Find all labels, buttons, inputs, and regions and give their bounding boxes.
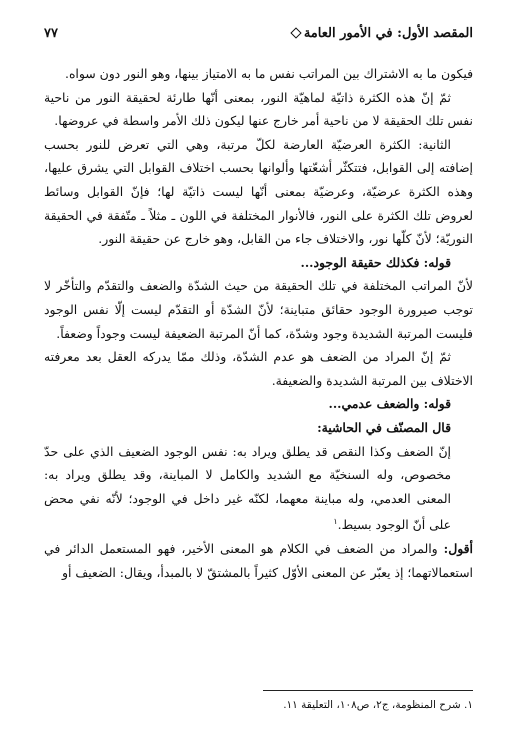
page-number: ٧٧	[44, 25, 58, 41]
author-quote	[44, 440, 473, 538]
qawluh-heading-1: قوله: فكذلك حقيقة الوجود...	[300, 254, 451, 270]
running-header	[44, 22, 473, 44]
author-note-heading: قال المصنّف في الحاشية:	[317, 419, 451, 435]
footnote: ١. شرح المنظومة، ج٢، ص١٠٨، التعليقة ١١.	[283, 699, 473, 711]
author-quote-text: إنّ الضعف وكذا النقص قد يطلق ويراد به: نفس الوجود الضعيف الذي على حدّ مخصوص، وله السنخيّة مع الشديد والكامل لا المباينة، وقد يطلق ويراد به: المعنى العدمي، وله مباينة معهما، لكنّه غير داخل في الوجود؛ لأنّه نفي محض على أنّ الوجود بسيط.$^١$	[44, 443, 451, 533]
body-text	[44, 62, 473, 584]
paragraph-2: ثمّ إنّ هذه الكثرة ذاتيّة لماهيّة النور، بمعنى أنّها طارئة لحقيقة النور من ناحية نفس تلك الحقيقة لا من ناحية أمر خارج عنها ليكون ذلك الأمر واسطة في عروضها.	[44, 89, 473, 129]
paragraph-1: فيكون ما به الاشتراك بين المراتب نفس ما به الامتياز بينها، وهو النور دون سواه.	[65, 66, 473, 81]
qawluh-heading-2: قوله: والضعف عدمي...	[328, 396, 451, 412]
diamond-separator-icon	[290, 27, 301, 38]
footnote-rule	[263, 690, 473, 691]
paragraph-3: الثانية: الكثرة العرضيّة العارضة لكلّ مرتبة، وهي التي تعرض للنور بحسب إضافته إلى القوابل، فتتكثّر أشعّتها وألوانها بحسب اختلاف القوابل التي يشرق عليها، وهذه الكثرة عرضيّة، وعرضيّة بمعنى أنّها ليست ذاتيّة لها؛ فإنّ القوابل وسائط لعروض تلك الكثرة على النور، فالأنوار المختلفة في اللون ـ مثلاً ـ متّفقة في الحقيقة النوريّة؛ لأنّ كلّها نور، والاختلاف جاء من القابل، وهو خارج عن حقيقة النور.	[44, 136, 473, 247]
qawluh-1-text-2: ثمّ إنّ المراد من الضعف هو عدم الشدّة، وذلك ممّا يدركه العقل بعد معرفته الاختلاف بين المرتبة الشديدة والضعيفة.	[44, 349, 473, 388]
header-title: المقصد الأول: في الأمور العامة	[288, 26, 473, 41]
final-paragraph	[44, 537, 473, 584]
qawluh-1-text: لأنّ المراتب المختلفة في تلك الحقيقة من حيث الشدّة والضعف والتقدّم والتأخّر لا توجب صيرورة الوجود حقائق متباينة؛ لأنّ الشدّة أو التقدّم ليست إلّا نفس الوجود فليست المرتبة الشديدة وجود وشدّة، كما أنّ المرتبة الضعيفة ليست وجوداً وضعفاً.	[44, 278, 473, 341]
footnote-marker: ١	[333, 517, 338, 527]
final-text: والمراد من الضعف في الكلام هو المعنى الأخير، فهو المستعمل الدائر في استعمالاتهما؛ إذ يعبّر عن المعنى الأوّل كثيراً بالمشتقّ لا بالمبدأ، ويقال: الضعيف أو	[44, 541, 473, 580]
aqulu-label: أقول:	[443, 541, 473, 556]
